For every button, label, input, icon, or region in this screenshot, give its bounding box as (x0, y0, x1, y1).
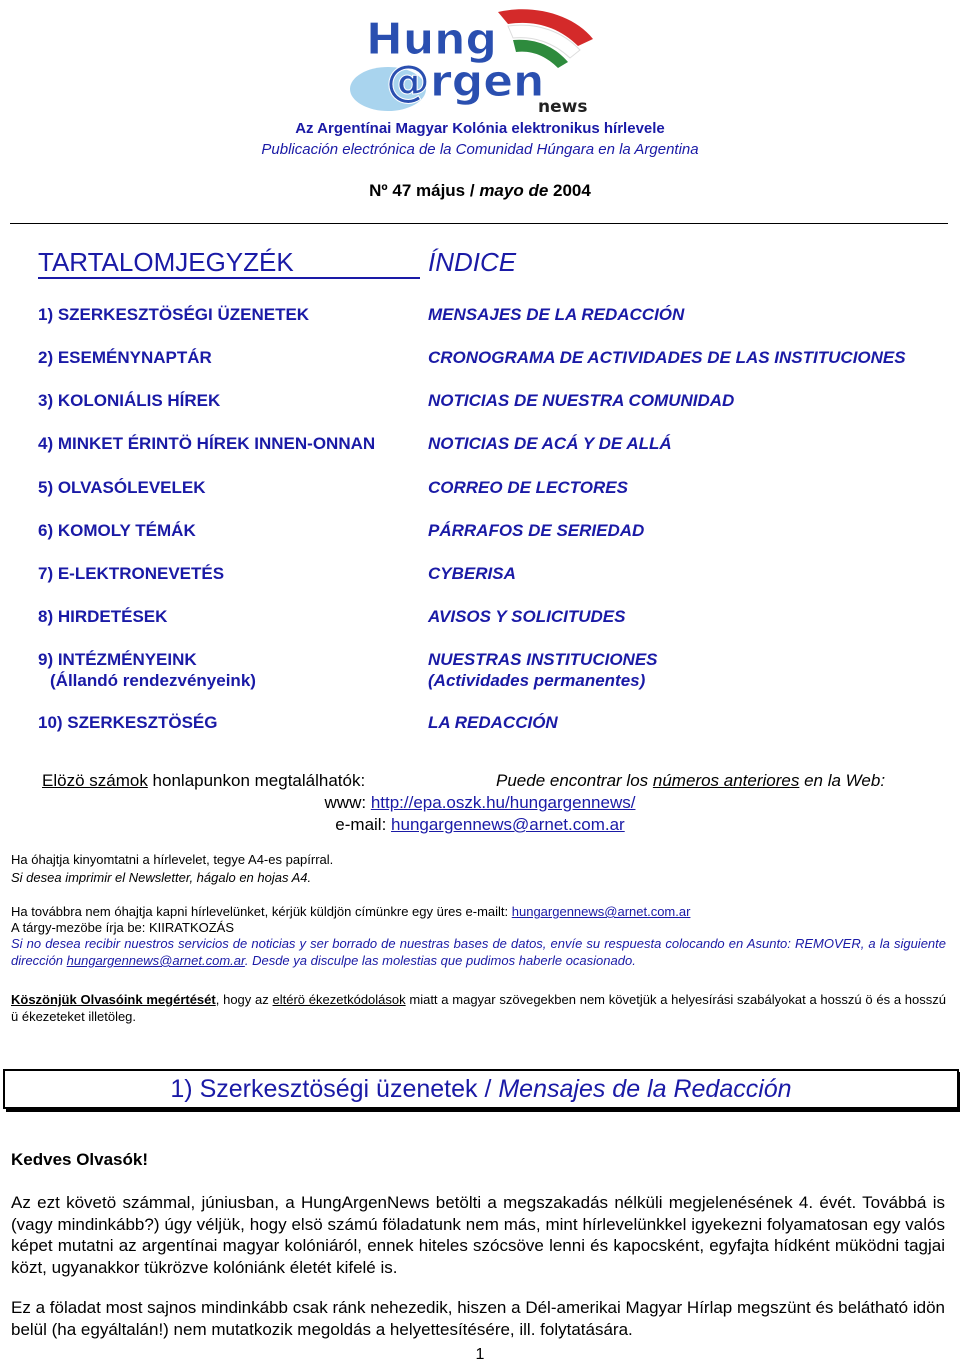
toc-item-hu[interactable]: 5) OLVASÓLEVELEK (38, 478, 206, 497)
page-number: 1 (475, 1346, 485, 1363)
header-divider (10, 223, 948, 224)
toc-item-es[interactable]: AVISOS Y SOLICITUDES (428, 607, 626, 626)
toc-item-hu[interactable]: 6) KOMOLY TÉMÁK (38, 521, 196, 540)
toc-item-hu[interactable]: 10) SZERKESZTÖSÉG (38, 713, 218, 732)
toc-item-hu[interactable]: 1) SZERKESZTÖSÉGI ÜZENETEK (38, 305, 310, 324)
previous-issues-hu (42, 771, 365, 791)
svg-text:news: news (538, 97, 588, 116)
previous-issues-link-hu[interactable]: Elözö számok (42, 771, 148, 790)
thanks-link: eltérö ékezetkódolások (272, 992, 406, 1007)
unsubscribe-hu (11, 903, 690, 920)
issue-es: mayo de (479, 181, 549, 200)
toc-item-hu[interactable]: 4) MINKET ÉRINTÖ HÍREK INNEN-ONNAN (38, 434, 376, 453)
toc-item-es-sub: (Actividades permanentes) (428, 671, 646, 690)
paragraph-2: Ez a föladat most sajnos mindinkább csak ránk nehezedik, hiszen a Dél-amerikai Magyar Hírlap megszünt és belátható idön belül (ha egyáltalán!) nem mutatkozik megoldás a helyettesítésére, ill. folytatására. (11, 1298, 945, 1339)
toc-item-hu[interactable]: 3) KOLONIÁLIS HÍREK (38, 391, 221, 410)
toc-item-es[interactable]: NOTICIAS DE NUESTRA COMUNIDAD (428, 391, 735, 410)
subtitle-hu: Az Argentínai Magyar Kolónia elektronikus hírlevele (295, 120, 665, 137)
greeting: Kedves Olvasók! (11, 1150, 149, 1169)
www-label: www: (324, 793, 371, 812)
email-label: e-mail: (335, 815, 392, 834)
unsubscribe-post-es: . Desde ya disculpe las molestias que pudimos haberle ocasionado. (244, 953, 636, 968)
toc-item-hu[interactable]: 7) E-LEKTRONEVETÉS (38, 564, 225, 583)
print-note-es: Si desea imprimir el Newsletter, hágalo en hojas A4. (11, 870, 312, 885)
toc-item-hu[interactable]: 9) INTÉZMÉNYEINK (38, 650, 197, 669)
www-line (0, 793, 960, 813)
print-note-hu: Ha óhajtja kinyomtatni a hírlevelet, tegye A4-es papírral. (11, 852, 334, 867)
unsubscribe-subject: A tárgy-mezöbe írja be: KIIRATKOZÁS (11, 920, 235, 935)
previous-issues-text-es: Puede encontrar los (496, 771, 653, 790)
unsubscribe-email-hu[interactable]: hungargennews@arnet.com.ar (511, 904, 691, 919)
issue-year: 2004 (548, 181, 591, 200)
toc-item-es[interactable]: CORREO DE LECTORES (428, 478, 628, 497)
toc-item-hu[interactable]: 2) ESEMÉNYNAPTÁR (38, 348, 212, 367)
hungargen-logo (348, 4, 608, 116)
toc-title-es: ÍNDICE (428, 247, 517, 277)
issue-line (0, 181, 960, 201)
toc-title-hu: TARTALOMJEGYZÉK (38, 247, 420, 279)
previous-issues-post-es: en la Web: (799, 771, 886, 790)
thanks-bold: Köszönjük Olvasóink megértését (11, 992, 216, 1007)
toc-item-es[interactable]: CRONOGRAMA DE ACTIVIDADES DE LAS INSTITUCIONES (428, 348, 906, 367)
toc-item-es[interactable]: NOTICIAS DE ACÁ Y DE ALLÁ (428, 434, 672, 453)
svg-text:@rgen: @rgen (386, 56, 545, 107)
toc-item-hu[interactable]: 8) HIRDETÉSEK (38, 607, 168, 626)
unsubscribe-email-es[interactable]: hungargennews@arnet.com.ar (66, 953, 245, 968)
unsubscribe-es (11, 935, 946, 969)
previous-issues-text-hu: honlapunkon megtalálhatók: (147, 771, 366, 790)
svg-text:Hung: Hung (366, 14, 497, 65)
toc-item-es[interactable]: MENSAJES DE LA REDACCIÓN (428, 305, 685, 324)
paragraph-1: Az ezt követö számmal, júniusban, a HungArgenNews betölti a megszakadás nélküli megjelenésének 4. évét. Továbbá is (vagy mindinkább?) úgy véljük, hogy elsö számú föladatunk nem más, mint hírlevelünkkel igyekezni folyamatosan egy valós képet mutatni az argentínai magyar kolóniáról, ennek hiteles szócsöve lenni és kapocsként, egyfajta hídként müködni tagjai közt, ugyanakkor tükrözve kolóniánk életét kifelé is. (11, 1193, 945, 1277)
subtitle-es: Publicación electrónica de la Comunidad Húngara en la Argentina (261, 141, 699, 158)
thanks-mid: , hogy az (215, 992, 273, 1007)
section-title-hu: 1) Szerkesztöségi üzenetek / (170, 1075, 499, 1103)
thanks-note (11, 991, 946, 1025)
www-link[interactable]: http://epa.oszk.hu/hungargennews/ (370, 793, 636, 812)
email-line (0, 815, 960, 835)
toc-item-es[interactable]: LA REDACCIÓN (428, 713, 558, 732)
toc-item-hu-sub: (Állandó rendezvényeink) (50, 671, 256, 690)
section-title-es: Mensajes de la Redacción (498, 1075, 792, 1103)
toc-item-es[interactable]: CYBERISA (428, 564, 516, 583)
toc-item-es[interactable]: PÁRRAFOS DE SERIEDAD (428, 521, 645, 540)
issue-prefix: Nº 47 május / (369, 181, 480, 200)
unsubscribe-text-hu: Ha továbbra nem óhajtja kapni hírlevelünket, kérjük küldjön címünkre egy üres e-mailt: (11, 904, 512, 919)
section-heading (3, 1069, 959, 1109)
toc-item-es[interactable]: NUESTRAS INSTITUCIONES (428, 650, 658, 669)
thanks-rest: miatt a magyar szövegekben nem követjük a helyesírási szabályokat a hosszú ö és a hosszú ü ékezeteket illetöleg. (11, 992, 946, 1024)
unsubscribe-text-es: Si no desea recibir nuestros servicios de noticias y ser borrado de nuestras bases de datos, envíe su respuesta colocando en Asunto: REMOVER, a la siguiente dirección (11, 936, 946, 968)
previous-issues-es (496, 771, 885, 791)
email-link[interactable]: hungargennews@arnet.com.ar (391, 815, 625, 834)
previous-issues-link-es[interactable]: números anteriores (652, 771, 800, 790)
